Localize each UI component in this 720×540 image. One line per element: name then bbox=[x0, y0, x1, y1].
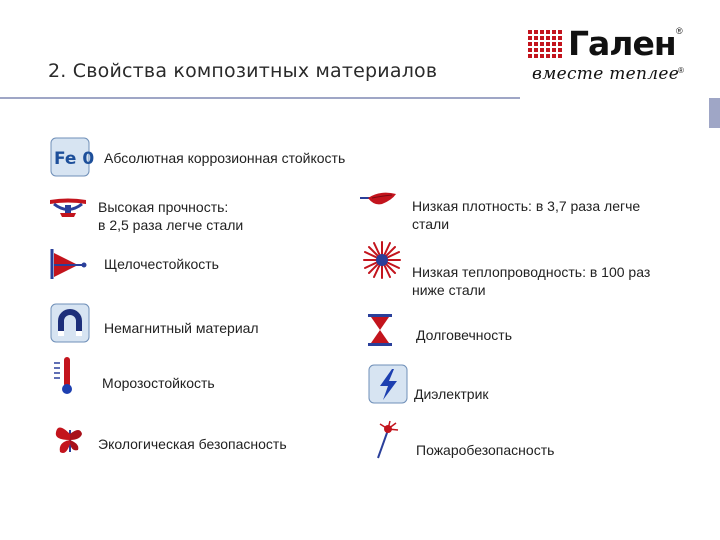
property-label-fire: Пожаробезопасность bbox=[416, 442, 555, 458]
logo-wordmark: Гален bbox=[568, 24, 676, 63]
side-accent-bar bbox=[709, 98, 720, 128]
property-label-density: Низкая плотность: в 3,7 раза легче стали bbox=[412, 198, 641, 232]
alkali-icon bbox=[50, 245, 90, 285]
feather-icon bbox=[358, 188, 398, 228]
property-label-durability: Долговечность bbox=[416, 327, 512, 343]
logo-registered-mark: ® bbox=[676, 26, 683, 36]
hourglass-icon bbox=[360, 310, 400, 350]
slide-title: 2. Свойства композитных материалов bbox=[48, 60, 438, 82]
logo-tagline-registered-mark: ® bbox=[678, 66, 684, 75]
property-label-dielectric: Диэлектрик bbox=[414, 386, 489, 402]
butterfly-icon bbox=[50, 420, 90, 460]
property-label-strength: Высокая прочность: в 2,5 раза легче стали bbox=[98, 199, 244, 233]
match-icon bbox=[364, 420, 404, 460]
property-label-frost: Морозостойкость bbox=[102, 375, 215, 391]
magnet-icon bbox=[50, 303, 90, 343]
strength-icon bbox=[48, 191, 88, 231]
fe0-icon bbox=[50, 137, 95, 177]
logo-tagline: вместе теплее bbox=[532, 64, 680, 84]
galen-logo bbox=[528, 26, 688, 88]
logo-grid-mark bbox=[528, 30, 562, 58]
thermometer-icon bbox=[48, 355, 88, 395]
property-label-thermal: Низкая теплопроводность: в 100 раз ниже стали bbox=[412, 264, 651, 298]
title-underline bbox=[0, 97, 520, 99]
property-label-nonmagnetic: Немагнитный материал bbox=[104, 320, 259, 336]
lightning-icon bbox=[368, 364, 408, 404]
property-label-corrosion: Абсолютная коррозионная стойкость bbox=[104, 150, 346, 166]
fe0-label: Fe 0 bbox=[54, 149, 95, 169]
property-label-alkali: Щелочестойкость bbox=[104, 256, 219, 272]
property-label-ecology: Экологическая безопасность bbox=[98, 436, 287, 452]
burst-icon bbox=[362, 240, 402, 280]
